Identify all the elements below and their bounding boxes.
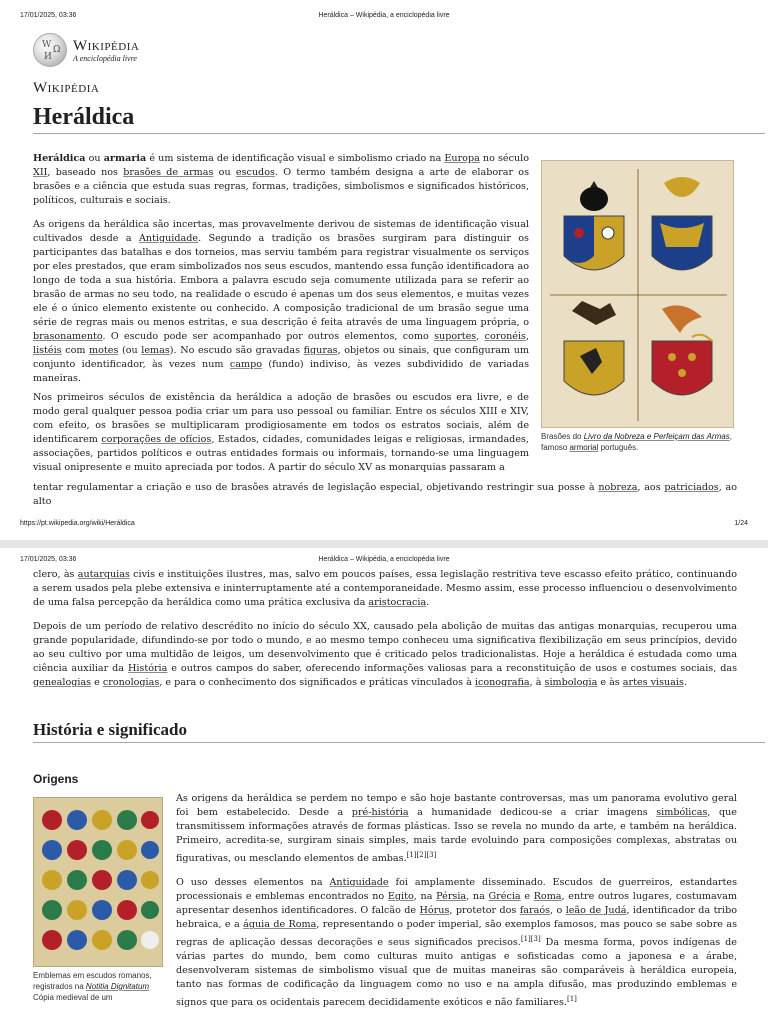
link-antiguidade[interactable]: Antiguidade xyxy=(138,233,199,244)
armorial-image[interactable] xyxy=(541,160,734,428)
link-motes[interactable]: motes xyxy=(89,345,119,356)
logo-tagline: A enciclopédia livre xyxy=(73,53,137,63)
article-body-2 xyxy=(33,568,737,700)
link-autarquias[interactable]: autarquias xyxy=(77,569,130,580)
link-leao-juda[interactable]: leão de Judá xyxy=(565,905,627,917)
article-body-1 xyxy=(33,152,529,396)
link-grecia[interactable]: Grécia xyxy=(488,891,521,903)
print-header xyxy=(20,556,748,563)
print-title: Heráldica – Wikipédia, a enciclopédia livre xyxy=(318,12,450,19)
figure-armorial xyxy=(541,160,734,453)
link-listeis[interactable]: listéis xyxy=(33,345,62,356)
notitia-image[interactable] xyxy=(33,797,163,967)
article-title: Heráldica xyxy=(33,104,765,134)
print-title: Heráldica – Wikipédia, a enciclopédia livre xyxy=(318,556,450,563)
paragraph: As origens da heráldica são incertas, mas provavelmente derivou de sistemas de identificação visual cultivados desde a Antiguidade. Segundo a tradição os brasões surgiram para distinguir os participantes das batalhas e dos torneios, mas serviu também para registrar visualmente os serviços por eles prestados, que eram simbolizados nos seus escudos, mantendo essa função identificadora ao longo de toda a sua história. Embora a palavra escudo seja comumente utilizada para se referir ao brasão de armas no seu todo, na realidade o escudo é apenas um dos seus elementos, e muitas vezes ele é o único elemento existente ou conhecido. A composição tradicional de um brasão segue uma série de regras mais ou menos estritas, e sua descrição é feita através de uma linguagem própria, o brasonamento. O escudo pode ser acompanhado por outros elementos, como suportes, coronéis, listéis com motes (ou lemas). No escudo são gravadas figuras, objetos ou sinais, que configuram um conjunto identificador, às vezes num campo (fundo) indiviso, às vezes subdividido de variadas maneiras. xyxy=(33,219,530,384)
link-europa[interactable]: Europa xyxy=(444,153,480,164)
paragraph: Heráldica ou armaria é um sistema de identificação visual e simbolismo criado na Europa no século XII, baseado nos brasões de armas ou escudos. O termo também designa a arte de elaborar os brasões e a ciência que estuda suas regras, formas, tradições, simbolismos e significados históricos, políticos, culturais e sociais. xyxy=(33,153,529,206)
paragraph: Nos primeiros séculos de existência da heráldica a adoção de brasões ou escudos era livre, e de modo geral qualquer pessoa podia criar um para uso pessoal ou familiar. Entre os séculos XIII e XIV, com efeito, os brasões se multiplicaram prodigiosamente em todos os estratos sociais, além de identificarem corporações de ofícios, Estados, cidades, comunidades leigas e religiosas, irmandades, associações, partidos políticos e outras entidades formais ou informais, tornando-se uma linguagem visual onipresente e muito apreciada por todos. A partir do século XV as monarquias passaram a xyxy=(33,392,529,473)
link-historia[interactable]: História xyxy=(127,663,168,674)
link-xii[interactable]: XII xyxy=(33,167,48,178)
wikipedia-globe-icon: W Ω И xyxy=(33,33,67,67)
subsection-heading: Origens xyxy=(33,772,79,786)
caption-link-notitia[interactable]: Notitia Dignitatum xyxy=(85,982,150,991)
logo-wordmark: Wikipédia xyxy=(73,37,140,54)
caption-text: português. xyxy=(598,443,639,452)
link-coroneis[interactable]: coronéis xyxy=(484,331,526,342)
pdf-page-2 xyxy=(0,548,768,1024)
link-escudos[interactable]: escudos xyxy=(235,167,275,178)
link-suportes[interactable]: suportes xyxy=(434,331,477,342)
paragraph: clero, às autarquias civis e instituições ilustres, mas, salvo em poucos países, essa legislação restritiva teve escasso efeito prático, continuando a serem usados pela plebe extensiva e ininterruptamente até a contemporaneidade. Mesmo assim, esse processo influenciou o desenvolvimento de uma falsa percepção da heráldica como uma prática exclusiva da aristocracia. xyxy=(33,569,737,608)
link-brasoes[interactable]: brasões de armas xyxy=(123,167,214,178)
paragraph: As origens da heráldica se perdem no tempo e são hoje bastante controversas, mas um panorama evolutivo geral foi bem estabelecido. Desde a pré-história a humanidade dedicou-se a criar imagens simbólicas, que transmitissem informações através de formas plásticas. Isso se revela no mundo da arte, e também na heráldica. Primeiro, acredita-se, surgiram sinais simples, mais tarde evoluindo para composições complexas, abstratas ou figurativas, ou mesclando elementos de ambas.[1][2][3] xyxy=(176,793,737,865)
print-url: https://pt.wikipedia.org/wiki/Heráldica xyxy=(20,520,135,527)
link-cronologias[interactable]: cronologias xyxy=(102,677,160,688)
link-faraos[interactable]: faraós xyxy=(519,905,551,917)
link-egito[interactable]: Egito xyxy=(387,891,414,903)
link-horus[interactable]: Hórus xyxy=(419,905,450,917)
section-heading: História e significado xyxy=(33,720,765,743)
link-antiguidade-2[interactable]: Antiguidade xyxy=(329,877,389,889)
wikipedia-logo[interactable] xyxy=(33,33,139,67)
print-date: 17/01/2025, 03:36 xyxy=(20,556,77,563)
figure-notitia xyxy=(33,797,163,1003)
caption-link-livro[interactable]: Livro da Nobreza e Perfeiçam das Armas xyxy=(583,432,730,441)
article-body-origens xyxy=(176,792,737,1021)
caption-text: Emblemas em escudos romanos, registrados na xyxy=(33,971,152,991)
paragraph: tentar regulamentar a criação e uso de brasões através de legislação especial, objetivando restringir sua posse à nobreza, aos patriciados, ao alto xyxy=(33,482,737,507)
link-aguia-roma[interactable]: águia de Roma xyxy=(243,919,317,931)
print-header xyxy=(20,12,748,19)
figure-caption xyxy=(541,431,734,453)
link-figuras[interactable]: figuras xyxy=(303,345,338,356)
caption-text: , famoso xyxy=(541,432,732,452)
link-aristocracia[interactable]: aristocracia xyxy=(368,597,427,608)
page-separator xyxy=(0,540,768,548)
caption-link-armorial[interactable]: armorial xyxy=(569,443,599,452)
link-genealogias[interactable]: genealogias xyxy=(33,677,92,688)
figure-caption xyxy=(33,970,163,1003)
link-persia[interactable]: Pérsia xyxy=(436,891,467,903)
article-body-1b xyxy=(33,391,529,475)
wordmark: Wikipédia xyxy=(33,80,100,96)
link-artes-visuais[interactable]: artes visuais xyxy=(622,677,684,688)
link-lemas[interactable]: lemas xyxy=(141,345,170,356)
print-page-number: 1/24 xyxy=(734,520,748,527)
print-date: 17/01/2025, 03:36 xyxy=(20,12,77,19)
link-pre-historia[interactable]: pré-história xyxy=(351,807,409,818)
link-simbolicas[interactable]: simbólicas xyxy=(656,807,708,818)
link-simbologia[interactable]: simbologia xyxy=(544,677,598,688)
link-brasonamento[interactable]: brasonamento xyxy=(33,331,103,342)
link-patriciados[interactable]: patriciados xyxy=(664,482,719,493)
link-nobreza[interactable]: nobreza xyxy=(598,482,638,493)
caption-text: Brasões do xyxy=(541,432,584,441)
link-roma[interactable]: Roma xyxy=(533,891,562,903)
link-iconografia[interactable]: iconografia xyxy=(474,677,530,688)
paragraph: O uso desses elementos na Antiguidade foi amplamente disseminado. Escudos de guerreiros, estandartes processionais e emblemas encontrados no Egito, na Pérsia, na Grécia e Roma, entre outros lugares, costumavam apresentar desenhos identificadores. O falcão de Hórus, protetor dos faraós, o leão de Judá, identificador da tribo hebraica, e a águia de Roma, representando o poder imperial, são exemplos famosos, mas pouco se sabe sobre as regras de aplicação dessas decorações e seus significados precisos.[1][3] Da mesma forma, povos indígenas de várias partes do mundo, bem como culturas muito antigas e sofisticadas como a japonesa e a árabe, desenvolveram sistemas de simbolismo visual que de muitas maneiras são comparáveis à heráldica europeia, tanto nas formas de codificação da linguagem como no uso e na ampla difusão, mas produzindo emblemas e signos que para os ocidentais parecem decididamente exóticos e não familiares.[1] xyxy=(176,877,737,1009)
caption-text: Cópia medieval de um xyxy=(33,993,113,1002)
link-corporacoes[interactable]: corporações de ofícios xyxy=(101,434,212,445)
article-body-1c xyxy=(33,481,737,509)
print-footer xyxy=(20,520,748,527)
paragraph: Depois de um período de relativo descrédito no início do século XX, causado pela abolição de muitas das antigas monarquias, recuperou uma grande popularidade, difundindo-se por todo o mundo, e ao mesmo tempo conheceu uma significativa flexibilização em seus princípios, devido ao seu cultivo por uma multidão de leigos, um desenvolvimento que é criticado pelos tradicionalistas. Hoje a heráldica é estudada como uma ciência auxiliar da História e outros campos do saber, oferecendo informações valiosas para a reconstituição de usos e costumes sociais, das genealogias e cronologias, e para o conhecimento dos significados e práticas vinculados à iconografia, à simbologia e às artes visuais. xyxy=(33,621,738,688)
link-campo[interactable]: campo xyxy=(229,359,262,370)
